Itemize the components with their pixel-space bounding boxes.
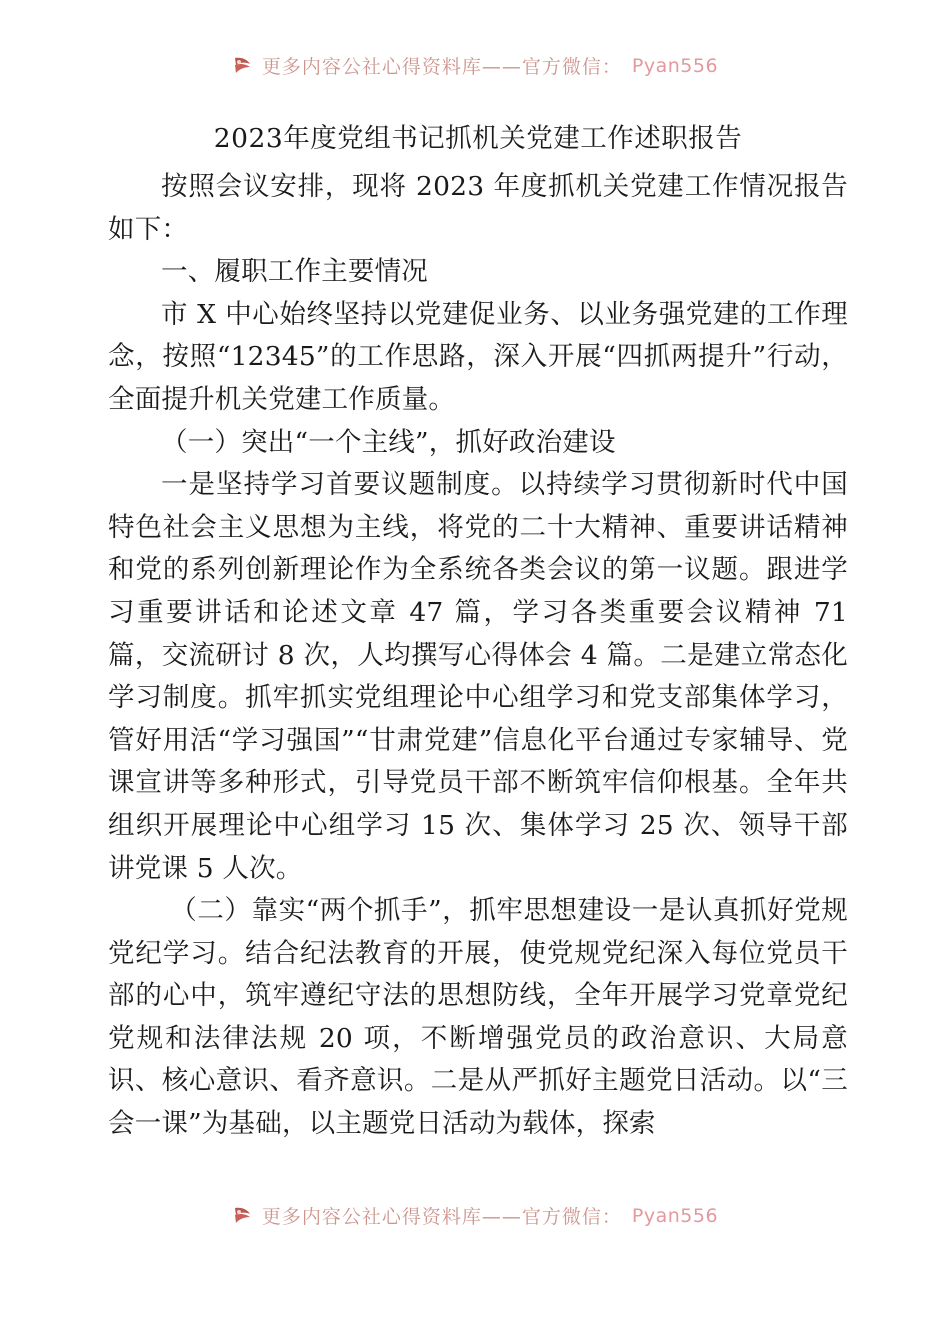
subsection-heading-one: （一）突出“一个主线”，抓好政治建设 [161,426,616,458]
watermark-top [0,56,950,90]
flame-logo-icon [232,56,253,75]
watermark-account-id: Pyan556 [631,1206,719,1227]
watermark-bottom [0,1206,950,1240]
section-heading-one: 一、履职工作主要情况 [161,256,428,288]
flame-logo-icon [232,1206,253,1225]
paragraph-ideological-building: （二）靠实“两个抓手”，抓牢思想建设一是认真抓好党规党纪学习。结合纪法教育的开展，使党规党纪深入每位党员干部的心中，筑牢遵纪守法的思想防线，全年开展学习党章党纪党规和法律法规 20 项，不断增强党员的政治意识、大局意识、核心意识、看齐意识。二是从严抓好主题党日活动。以“三会一课”为基础，以主题党日活动为载体，探索 [108,895,848,1140]
watermark-text: 更多内容公社心得资料库——官方微信： [261,56,622,78]
page-title: 2023年度党组书记抓机关党建工作述职报告 [213,123,743,154]
watermark-account-id: Pyan556 [631,56,719,77]
paragraph-political-building: 一是坚持学习首要议题制度。以持续学习贯彻新时代中国特色社会主义思想为主线，将党的二十大精神、重要讲话精神和党的系列创新理论作为全系统各类会议的第一议题。跟进学习重要讲话和论述文章 47 篇，学习各类重要会议精神 71 篇，交流研讨 8 次，人均撰写心得体会 4 篇。二是建立常态化学习制度。抓牢抓实党组理论中心组学习和党支部集体学习，管好用活“学习强国”“甘肃党建”信息化平台通过专家辅导、党课宣讲等多种形式，引导党员干部不断筑牢信仰根基。全年共组织开展理论中心组学习 15 次、集体学习 25 次、领导干部讲党课 5 人次。 [108,469,848,884]
paragraph-overview: 市 X 中心始终坚持以党建促业务、以业务强党建的工作理念，按照“12345”的工作思路，深入开展“四抓两提升”行动，全面提升机关党建工作质量。 [108,298,848,415]
paragraph-intro: 按照会议安排，现将 2023 年度抓机关党建工作情况报告如下： [108,171,848,245]
watermark-text: 更多内容公社心得资料库——官方微信： [261,1206,622,1228]
document-body [108,118,848,1146]
